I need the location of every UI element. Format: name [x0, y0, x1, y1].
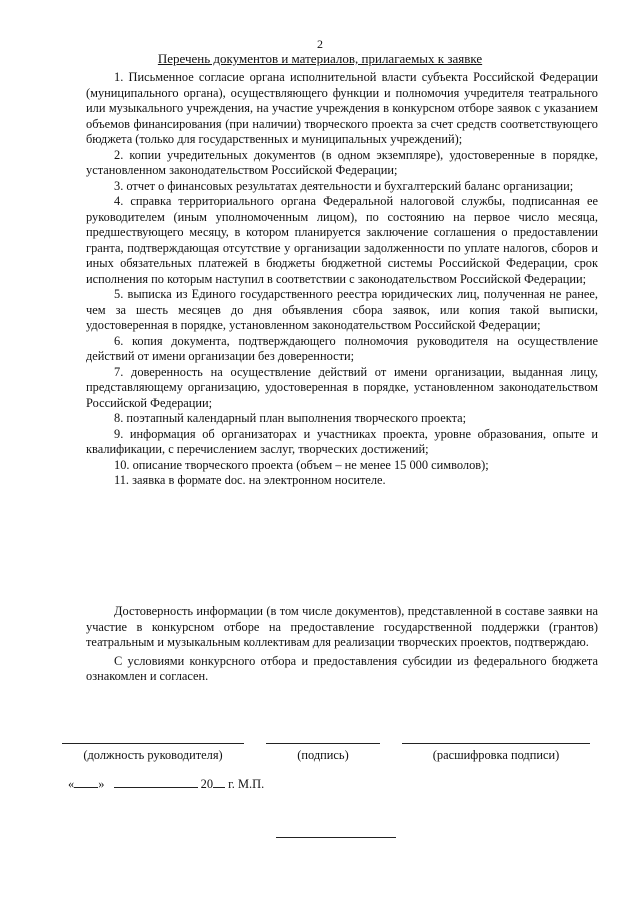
open-quote: «: [68, 777, 75, 791]
position-signature-line: [62, 743, 244, 744]
decoding-caption: (расшифровка подписи): [432, 748, 560, 762]
list-item: 3. отчет о финансовых результатах деятельности и бухгалтерский баланс организации;: [114, 178, 574, 193]
stamp-line: [276, 837, 396, 838]
signature-caption: (подпись): [297, 748, 349, 762]
list-item: 11. заявка в формате doc. на электронном носителе.: [114, 473, 386, 487]
year-blank: [213, 787, 225, 788]
closing-section: [86, 604, 598, 688]
list-item: 2. копии учредительных документов (в одном экземпляре), удостоверенные в порядке, установленном законодательством Российской Федерации;: [86, 147, 598, 177]
list-item: 9. информация об организаторах и участниках проекта, уровне образования, опыте и квалификации, с перечислением заслуг, творческих достижений;: [86, 426, 598, 456]
decoding-signature-line: [402, 743, 590, 744]
document-title: Перечень документов и материалов, прилагаемых к заявке: [157, 51, 483, 66]
page-number: 2: [317, 37, 323, 51]
list-item: 4. справка территориального органа Федеральной налоговой службы, подписанная ее руководителем (иным уполномоченным лицом), по состоянию на первое число месяца, предшествующего месяцу, в котором планируется заключение соглашения о предоставлении гранта, подтверждающая отсутствие у организации задолженности по уплате налогов, сборов и иных обязательных платежей в бюджеты бюджетной системы Российской Федерации, срок исполнения по которым наступил в соответствии с законодательством Российской Федерации;: [86, 194, 598, 286]
date-line: [68, 777, 264, 792]
agreement-paragraph: С условиями конкурсного отбора и предоставления субсидии из федерального бюджета ознакомлен и согласен.: [86, 653, 598, 683]
list-item: 1. Письменное согласие органа исполнительной власти субъекта Российской Федерации (муниципального органа), осуществляющего функции и полномочия учредителя театрального или музыкального учреждения, на участие учреждения в конкурсном отборе заявок с указанием объемов финансирования (при наличии) творческого проекта за счет средств соответствующего бюджета (только для государственных и муниципальных учреждений);: [86, 70, 598, 146]
confirmation-paragraph: Достоверность информации (в том числе документов), представленной в составе заявки на участие в конкурсном отборе на предоставление государственной поддержки (грантов) театральным и музыкальным коллективам для реализации творческих проектов, подтверждаю.: [86, 604, 598, 649]
day-blank: [74, 787, 98, 788]
list-item: 6. копия документа, подтверждающего полномочия руководителя на осуществление действий от имени организации без доверенности;: [86, 333, 598, 363]
documents-list: [86, 70, 598, 489]
close-quote: »: [98, 777, 105, 791]
list-item: 7. доверенность на осуществление действий от имени организации, выданная лицу, представляющему организацию, удостоверенная в порядке, установленном законодательством Российской Федерации;: [86, 364, 598, 410]
list-item: 10. описание творческого проекта (объем – не менее 15 000 символов);: [114, 457, 489, 472]
year-prefix: 20: [200, 777, 214, 791]
month-blank: [114, 787, 198, 788]
list-item: 5. выписка из Единого государственного реестра юридических лиц, полученная не ранее, чем за шесть месяцев до дня объявления сбора заявок, или копия такой выписки, удостоверенная в порядке, установленном законодательством Российской Федерации;: [86, 287, 598, 332]
list-item: 8. поэтапный календарный план выполнения творческого проекта;: [114, 411, 467, 425]
signature-line: [266, 743, 380, 744]
position-caption: (должность руководителя): [83, 748, 223, 762]
year-suffix: г. М.П.: [228, 777, 265, 791]
